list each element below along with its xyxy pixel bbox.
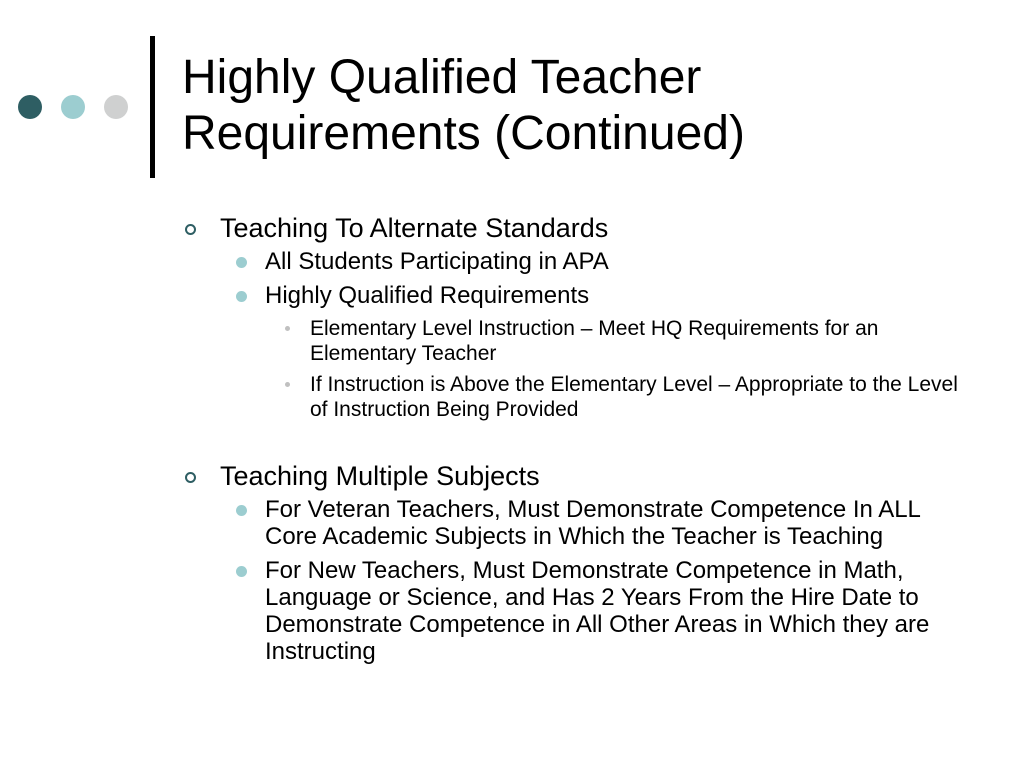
dot-bullet-icon	[236, 291, 247, 302]
slide-title-line-1: Highly Qualified Teacher	[182, 51, 702, 104]
small-dot-bullet-icon	[285, 326, 290, 331]
subbullet-highly-qualified-requirements	[180, 282, 970, 309]
title-divider	[150, 36, 155, 178]
subsubbullet-text: If Instruction is Above the Elementary Level – Appropriate to the Level of Instruction Being Provided	[310, 373, 958, 421]
bullet-teaching-multiple-subjects	[180, 460, 970, 492]
subbullet-text: For Veteran Teachers, Must Demonstrate Competence In ALL Core Academic Subjects in Which the Teacher is Teaching	[265, 496, 921, 550]
subbullet-text: For New Teachers, Must Demonstrate Competence in Math, Language or Science, and Has 2 Years From the Hire Date to Demonstrate Competence in All Other Areas in Which they are Instructing	[265, 557, 930, 665]
slide-title-line-2: Requirements (Continued)	[182, 107, 745, 160]
dark-teal-dot-icon	[18, 95, 42, 119]
bullet-teaching-alternate-standards	[180, 212, 970, 244]
gray-dot-icon	[104, 95, 128, 119]
ring-bullet-icon	[185, 224, 196, 235]
light-teal-dot-icon	[61, 95, 85, 119]
subsubbullet-elementary-instruction	[180, 316, 970, 366]
dot-bullet-icon	[236, 505, 247, 516]
subbullet-veteran-teachers	[180, 496, 970, 550]
subsubbullet-above-elementary	[180, 372, 970, 422]
bullet-text: Teaching To Alternate Standards	[220, 213, 609, 243]
slide-title	[182, 50, 1002, 162]
bullet-text: Teaching Multiple Subjects	[220, 461, 540, 491]
dot-bullet-icon	[236, 566, 247, 577]
small-dot-bullet-icon	[285, 382, 290, 387]
subsubbullet-text: Elementary Level Instruction – Meet HQ Requirements for an Elementary Teacher	[310, 317, 879, 365]
subbullet-new-teachers	[180, 557, 970, 665]
ring-bullet-icon	[185, 472, 196, 483]
subbullet-text: All Students Participating in APA	[265, 248, 609, 275]
subbullet-text: Highly Qualified Requirements	[265, 282, 590, 309]
subbullet-all-students-apa	[180, 248, 970, 275]
dot-bullet-icon	[236, 257, 247, 268]
slide-body	[180, 212, 970, 672]
